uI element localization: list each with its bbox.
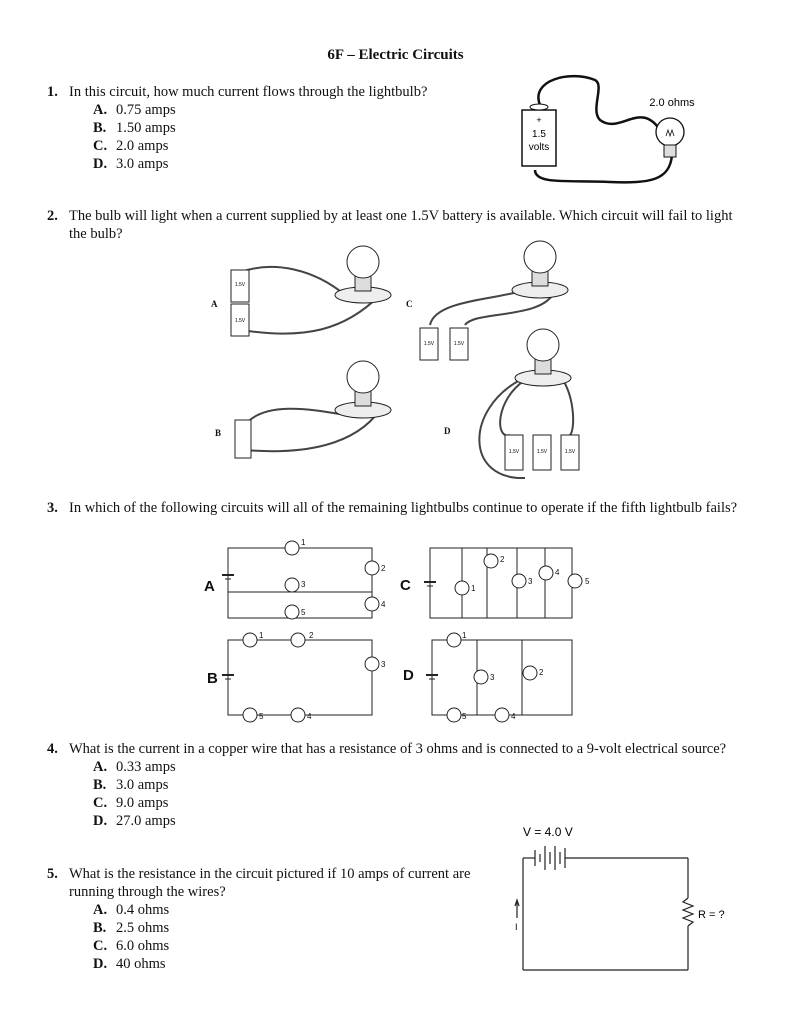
bulb-number: 2 [539,668,544,677]
option-a[interactable] [93,901,502,919]
circuit-label-b: B [207,670,218,687]
lightbulb-icon [524,241,556,273]
option-text: 2.0 amps [116,138,169,154]
option-letter: B. [93,920,107,936]
question-stem: In this circuit, how much current flows through the lightbulb? [69,84,428,100]
battery-bulb-options-figure [205,240,615,485]
question-3 [47,499,747,517]
current-label: I [515,922,518,932]
circuit-label-c: C [400,577,411,594]
bulb-number: 2 [381,564,386,573]
bulb-number: 1 [471,584,476,593]
option-text: 9.0 amps [116,795,169,811]
page-title: 6F – Electric Circuits [327,47,464,63]
option-b[interactable] [93,119,427,137]
circuit-a [231,246,391,336]
resistance-label: R = ? [698,909,725,921]
circuit-label-b: B [215,428,222,438]
battery-label: 1.5V [234,318,246,324]
question-stem: What is the current in a copper wire that has a resistance of 3 ohms and is connected to a 9-volt electrical source? [69,741,727,757]
bulb-number: 5 [259,712,264,721]
bulb-number: 3 [528,577,533,586]
battery-label: 1.5V [536,449,548,455]
question-number: 4. [47,741,58,757]
battery-label: 1.5V [508,449,520,455]
option-c[interactable] [93,137,427,155]
option-text: 3.0 amps [116,156,169,172]
option-letter: A. [93,759,108,775]
question-number: 5. [47,866,58,882]
battery-bulb-circuit-figure [510,70,740,195]
option-letter: D. [93,156,108,172]
lightbulb-icon [347,361,379,393]
bulb-number: 3 [301,580,306,589]
option-b[interactable] [93,919,502,937]
option-a[interactable] [93,758,747,776]
question-4 [47,740,747,830]
option-text: 2.5 ohms [116,920,170,936]
option-text: 3.0 amps [116,777,169,793]
bulb-number: 5 [301,608,306,617]
option-a[interactable] [93,101,427,119]
option-text: 1.50 amps [116,120,176,136]
option-letter: A. [93,902,108,918]
lightbulb-icon [527,329,559,361]
circuit-b [222,633,379,722]
option-text: 0.33 amps [116,759,176,775]
battery-voltage: 1.5 [532,129,546,140]
bulb-number: 5 [585,577,590,586]
battery-label: 1.5V [234,282,246,288]
option-letter: B. [93,777,107,793]
question-stem: The bulb will light when a current supplied by at least one 1.5V battery is available. Which circuit will fail to light the bulb? [69,208,733,242]
bulb-number: 1 [301,538,306,547]
circuit-label-c: C [406,299,413,309]
battery-label: 1.5V [423,341,435,347]
circuit-d [426,633,572,722]
question-number: 2. [47,208,58,224]
battery-label: 1.5V [453,341,465,347]
option-c[interactable] [93,794,747,812]
option-text: 40 ohms [116,956,166,972]
bulb-number: 4 [307,712,312,721]
battery-plus: + [536,115,542,125]
bulb-number: 3 [381,660,386,669]
bulb-number: 5 [462,712,467,721]
answer-options [93,901,502,973]
battery-unit: volts [528,142,550,153]
question-number: 1. [47,84,58,100]
question-stem: In which of the following circuits will all of the remaining lightbulbs continue to operate if the fifth lightbulb fails? [69,500,738,516]
lightbulb-icon [656,118,684,146]
option-text: 27.0 amps [116,813,176,829]
option-text: 0.75 amps [116,102,176,118]
circuit-label-a: A [211,299,218,309]
bulb-number: 3 [490,673,495,682]
option-text: 6.0 ohms [116,938,170,954]
bulb-number: 1 [259,631,264,640]
bulb-number: 2 [309,631,314,640]
bulb-number: 4 [555,568,560,577]
resistance-label: 2.0 ohms [649,97,695,109]
question-number: 3. [47,500,58,516]
option-c[interactable] [93,937,502,955]
option-letter: D. [93,956,108,972]
bulb-number: 4 [381,600,386,609]
bulb-number: 1 [462,631,467,640]
resistor-circuit-figure [505,820,745,980]
bulb-circuits-figure [200,535,600,725]
option-letter: C. [93,795,108,811]
option-d[interactable] [93,955,502,973]
option-letter: C. [93,938,108,954]
question-1 [47,83,427,173]
option-letter: D. [93,813,108,829]
question-2 [47,207,747,243]
voltage-label: V = 4.0 V [523,825,573,839]
circuit-label-d: D [444,426,451,436]
circuit-label-d: D [403,667,414,684]
option-b[interactable] [93,776,747,794]
lightbulb-icon [347,246,379,278]
option-d[interactable] [93,155,427,173]
option-letter: A. [93,102,108,118]
question-5 [47,865,502,973]
question-stem: What is the resistance in the circuit pictured if 10 amps of current are running through the wires? [69,866,471,900]
option-letter: C. [93,138,108,154]
battery-label: 1.5V [564,449,576,455]
option-text: 0.4 ohms [116,902,170,918]
answer-options [93,101,427,173]
circuit-label-a: A [204,578,215,595]
circuit-b [235,361,391,458]
option-letter: B. [93,120,107,136]
circuit-d [479,329,579,478]
bulb-number: 2 [500,555,505,564]
bulb-number: 4 [511,712,516,721]
